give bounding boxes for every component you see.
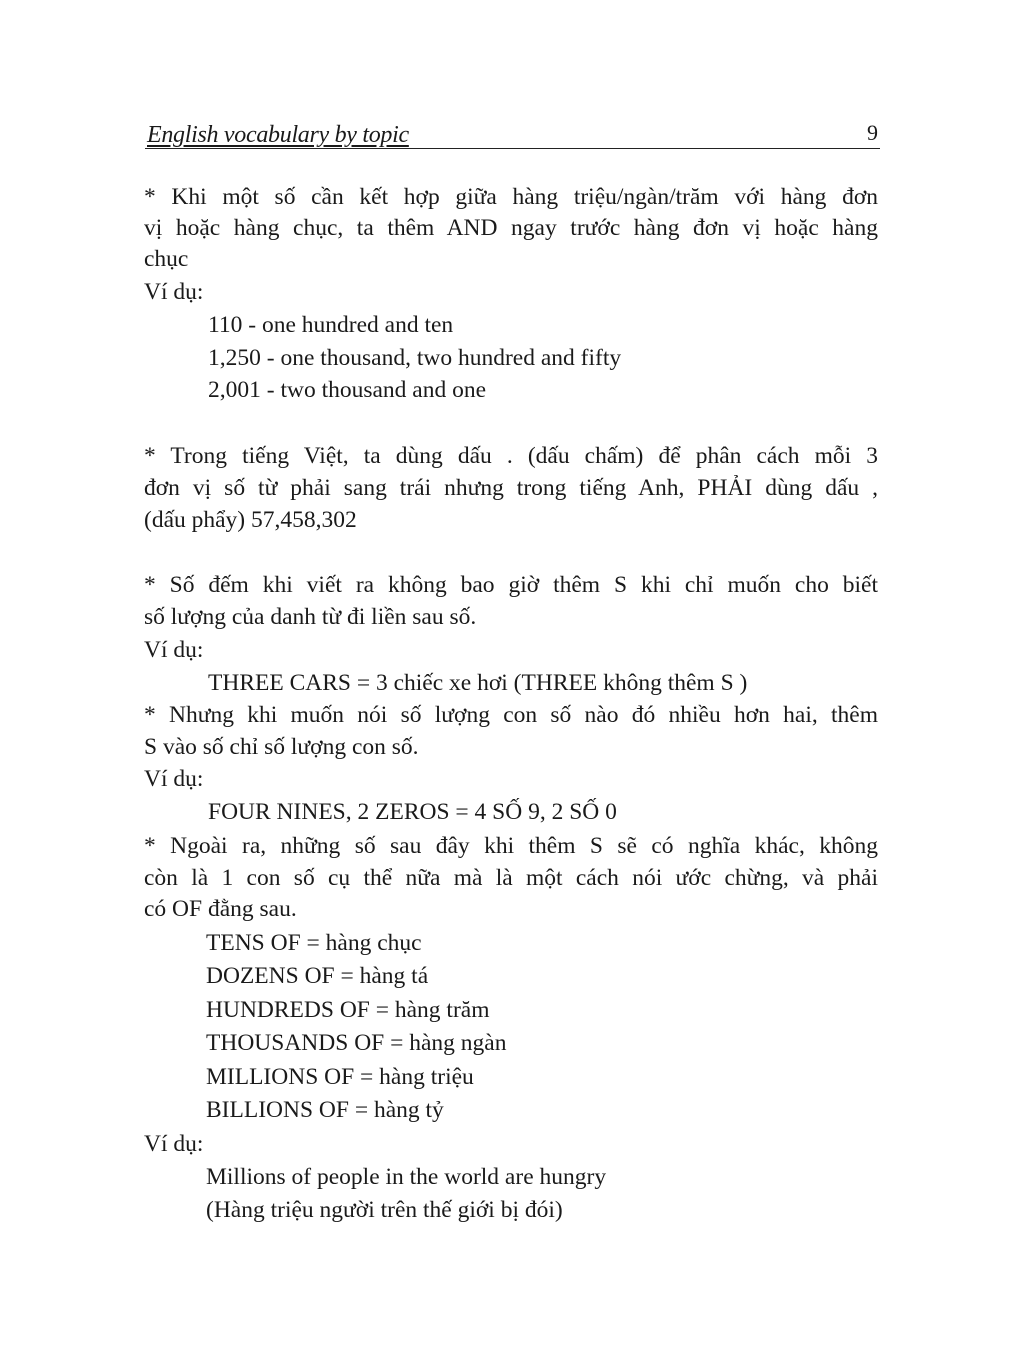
- example-line: Millions of people in the world are hungry: [206, 1164, 607, 1190]
- example-label: Ví dụ:: [144, 279, 204, 305]
- example-label: Ví dụ:: [144, 766, 204, 792]
- page-header: [145, 118, 880, 149]
- paragraph-line: còn là 1 con số cụ thể nữa mà là một cách nói ước chừng, và phải: [144, 865, 878, 891]
- paragraph-line: * Ngoài ra, những số sau đây khi thêm S sẽ có nghĩa khác, không: [144, 833, 878, 859]
- example-label: Ví dụ:: [144, 1131, 204, 1157]
- example-line: 110 - one hundred and ten: [208, 312, 454, 338]
- paragraph-line: * Nhưng khi muốn nói số lượng con số nào đó nhiều hơn hai, thêm: [144, 702, 878, 728]
- vocab-item: DOZENS OF = hàng tá: [206, 963, 429, 989]
- paragraph-line: chục: [144, 246, 189, 272]
- paragraph-line: có OF đằng sau.: [144, 896, 297, 922]
- example-line: FOUR NINES, 2 ZEROS = 4 SỐ 9, 2 SỐ 0: [208, 799, 617, 825]
- example-translation: (Hàng triệu người trên thế giới bị đói): [206, 1197, 563, 1223]
- page-number: 9: [867, 120, 878, 145]
- paragraph-line: vị hoặc hàng chục, ta thêm AND ngay trước hàng đơn vị hoặc hàng: [144, 215, 878, 241]
- paragraph-line: * Số đếm khi viết ra không bao giờ thêm S khi chỉ muốn cho biết: [144, 572, 878, 598]
- paragraph-line: đơn vị số từ phải sang trái nhưng trong tiếng Anh, PHẢI dùng dấu ,: [144, 475, 878, 501]
- vocab-item: MILLIONS OF = hàng triệu: [206, 1064, 474, 1090]
- example-line: 1,250 - one thousand, two hundred and fifty: [208, 345, 622, 371]
- example-label: Ví dụ:: [144, 637, 204, 663]
- paragraph-line: * Khi một số cần kết hợp giữa hàng triệu/ngàn/trăm với hàng đơn: [144, 184, 878, 210]
- vocab-item: TENS OF = hàng chục: [206, 930, 422, 956]
- vocab-item: BILLIONS OF = hàng tỷ: [206, 1097, 444, 1123]
- running-title: English vocabulary by topic: [147, 122, 409, 148]
- paragraph-line: (dấu phẩy) 57,458,302: [144, 507, 357, 533]
- vocab-item: HUNDREDS OF = hàng trăm: [206, 997, 490, 1023]
- paragraph-line: S vào số chỉ số lượng con số.: [144, 734, 419, 760]
- example-line: 2,001 - two thousand and one: [208, 377, 487, 403]
- paragraph-line: số lượng của danh từ đi liền sau số.: [144, 604, 477, 630]
- vocab-item: THOUSANDS OF = hàng ngàn: [206, 1030, 507, 1056]
- example-line: THREE CARS = 3 chiếc xe hơi (THREE không thêm S ): [208, 670, 748, 696]
- paragraph-line: * Trong tiếng Việt, ta dùng dấu . (dấu chấm) để phân cách mỗi 3: [144, 443, 878, 469]
